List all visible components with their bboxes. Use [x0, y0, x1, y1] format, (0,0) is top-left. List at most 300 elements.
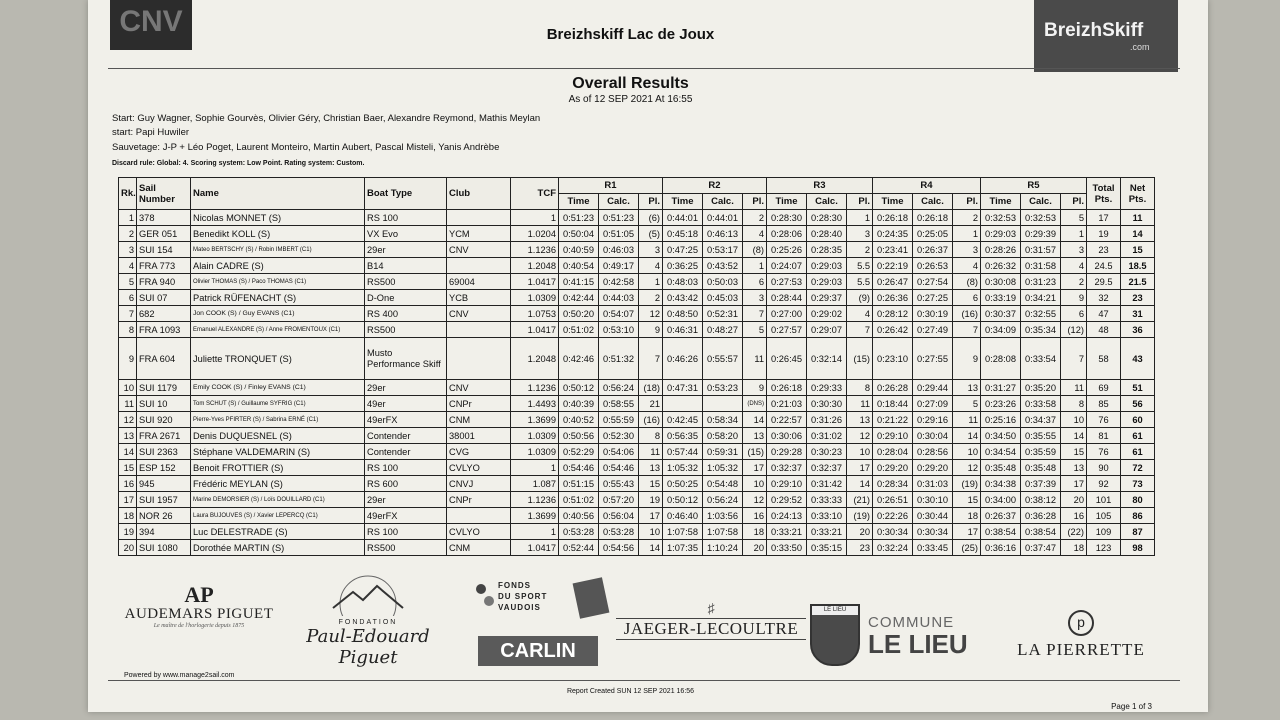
race-4-place-cell: (16): [953, 306, 981, 322]
net-points-cell: 14: [1121, 226, 1155, 242]
start-officials: Start: Guy Wagner, Sophie Gourvès, Olivier Géry, Christian Baer, Alexandre Reymond, Mathis Meylan: [112, 113, 541, 124]
race-5-time-cell: 0:34:38: [981, 476, 1021, 492]
race-1-time-cell: 0:40:54: [559, 258, 599, 274]
results-body: [119, 210, 1155, 556]
race-2-time-cell: 0:50:25: [663, 476, 703, 492]
total-points-cell: 17: [1087, 210, 1121, 226]
col-race-5: R5: [981, 178, 1087, 194]
race-2-place-cell: 4: [743, 226, 767, 242]
race-5-time-cell: 0:30:08: [981, 274, 1021, 290]
boat-type-cell: RS500: [365, 322, 447, 338]
col-rank: Rk.: [119, 178, 137, 210]
race-4-calc-cell: 0:28:56: [913, 444, 953, 460]
race-4-place-cell: 13: [953, 380, 981, 396]
net-points-cell: 21.5: [1121, 274, 1155, 290]
header-divider: [108, 68, 1180, 69]
commune-line-1: COMMUNE: [868, 614, 955, 631]
race-5-time-cell: 0:31:27: [981, 380, 1021, 396]
race-3-calc-cell: 0:28:35: [807, 242, 847, 258]
club-cell: CNVJ: [447, 476, 511, 492]
race-3-calc-cell: 0:28:40: [807, 226, 847, 242]
race-3-place-cell: 2: [847, 242, 873, 258]
rank-cell: 16: [119, 476, 137, 492]
race-3-calc-cell: 0:33:21: [807, 524, 847, 540]
race-2-time-cell: 0:46:31: [663, 322, 703, 338]
race-5-time-cell: 0:30:37: [981, 306, 1021, 322]
race-1-calc-cell: 0:51:23: [599, 210, 639, 226]
race-1-place-cell: 17: [639, 508, 663, 524]
boat-type-cell: RS 400: [365, 306, 447, 322]
race-1-place-cell: 12: [639, 306, 663, 322]
tcf-cell: 1.3699: [511, 508, 559, 524]
table-row: [119, 476, 1155, 492]
race-5-calc-cell: 0:38:12: [1021, 492, 1061, 508]
net-points-cell: 56: [1121, 396, 1155, 412]
race-4-calc-cell: 0:26:53: [913, 258, 953, 274]
race-1-calc-cell: 0:55:43: [599, 476, 639, 492]
race-3-calc-cell: 0:33:10: [807, 508, 847, 524]
boat-type-cell: RS 100: [365, 460, 447, 476]
race-2-calc-cell: 0:44:01: [703, 210, 743, 226]
net-points-cell: 18.5: [1121, 258, 1155, 274]
fondation-name: Paul-Edouard Piguet: [306, 626, 430, 668]
total-points-cell: 29.5: [1087, 274, 1121, 290]
race-4-place-cell: 7: [953, 322, 981, 338]
sail-number-cell: SUI 1957: [137, 492, 191, 508]
sail-number-cell: ESP 152: [137, 460, 191, 476]
race-2-place-cell: 10: [743, 476, 767, 492]
race-2-place-cell: 5: [743, 322, 767, 338]
tcf-cell: 1.1236: [511, 492, 559, 508]
race-3-time-cell: 0:25:26: [767, 242, 807, 258]
race-1-time-cell: 0:50:12: [559, 380, 599, 396]
tcf-cell: 1.0309: [511, 290, 559, 306]
race-4-time-cell: 0:28:34: [873, 476, 913, 492]
race-3-place-cell: 5.5: [847, 274, 873, 290]
mountain-icon: [313, 574, 423, 616]
race-1-time-cell: 0:51:15: [559, 476, 599, 492]
club-cell: [447, 338, 511, 380]
race-3-calc-cell: 0:30:30: [807, 396, 847, 412]
race-4-time-cell: 0:30:34: [873, 524, 913, 540]
race-1-place-cell: 19: [639, 492, 663, 508]
tcf-cell: 1.4493: [511, 396, 559, 412]
race-2-calc-cell: 0:58:20: [703, 428, 743, 444]
race-1-place-cell: 2: [639, 290, 663, 306]
race-3-time-cell: 0:28:06: [767, 226, 807, 242]
carlin-logo: CARLIN: [478, 636, 598, 666]
boat-type-cell: 29er: [365, 380, 447, 396]
table-row: [119, 380, 1155, 396]
race-2-time-header: Time: [663, 194, 703, 210]
race-2-calc-cell: 1:03:56: [703, 508, 743, 524]
race-5-time-cell: 0:34:50: [981, 428, 1021, 444]
net-points-cell: 87: [1121, 524, 1155, 540]
race-3-time-header: Time: [767, 194, 807, 210]
race-3-time-cell: 0:27:53: [767, 274, 807, 290]
table-row: [119, 258, 1155, 274]
race-5-calc-cell: 0:36:28: [1021, 508, 1061, 524]
race-1-place-cell: (5): [639, 226, 663, 242]
total-points-cell: 76: [1087, 412, 1121, 428]
race-2-place-cell: 9: [743, 380, 767, 396]
race-3-place-cell: 13: [847, 412, 873, 428]
race-5-time-cell: 0:34:09: [981, 322, 1021, 338]
col-name: Name: [191, 178, 365, 210]
race-2-calc-cell: 0:52:31: [703, 306, 743, 322]
race-1-place-cell: 15: [639, 476, 663, 492]
race-1-pl-header: Pl.: [639, 194, 663, 210]
col-race-2: R2: [663, 178, 767, 194]
sail-number-cell: NOR 26: [137, 508, 191, 524]
table-row: [119, 508, 1155, 524]
race-4-place-cell: 11: [953, 412, 981, 428]
race-4-time-cell: 0:26:51: [873, 492, 913, 508]
race-5-calc-header: Calc.: [1021, 194, 1061, 210]
race-3-place-cell: 20: [847, 524, 873, 540]
rank-cell: 17: [119, 492, 137, 508]
race-1-place-cell: 4: [639, 258, 663, 274]
rank-cell: 5: [119, 274, 137, 290]
crest-label: LE LIEU: [812, 606, 858, 615]
rank-cell: 12: [119, 412, 137, 428]
tcf-cell: 1.0417: [511, 540, 559, 556]
club-cell: CNV: [447, 306, 511, 322]
race-3-place-cell: 3: [847, 226, 873, 242]
total-points-cell: 101: [1087, 492, 1121, 508]
boat-type-cell: 29er: [365, 492, 447, 508]
race-4-calc-cell: 0:26:37: [913, 242, 953, 258]
regatta-title: Breizhskiff Lac de Joux: [546, 26, 715, 43]
race-5-calc-cell: 0:31:58: [1021, 258, 1061, 274]
race-4-calc-cell: 0:29:44: [913, 380, 953, 396]
rank-cell: 14: [119, 444, 137, 460]
race-5-calc-cell: 0:35:34: [1021, 322, 1061, 338]
total-points-cell: 81: [1087, 428, 1121, 444]
race-2-calc-cell: [703, 396, 743, 412]
race-3-time-cell: 0:26:18: [767, 380, 807, 396]
race-4-calc-cell: 0:30:04: [913, 428, 953, 444]
race-1-place-cell: 1: [639, 274, 663, 290]
race-1-place-cell: 11: [639, 444, 663, 460]
club-cell: [447, 210, 511, 226]
report-created: Report Created SUN 12 SEP 2021 16:56: [566, 688, 695, 695]
race-3-time-cell: 0:27:00: [767, 306, 807, 322]
total-points-cell: 23: [1087, 242, 1121, 258]
race-5-time-cell: 0:26:32: [981, 258, 1021, 274]
breizhskiff-logo-text: BreizhSkiff: [1044, 20, 1144, 41]
race-4-calc-cell: 0:26:18: [913, 210, 953, 226]
name-cell: Tom SCHUT (S) / Guillaume SYFRIG (C1): [191, 396, 365, 412]
net-points-cell: 61: [1121, 444, 1155, 460]
race-3-time-cell: 0:28:44: [767, 290, 807, 306]
tcf-cell: 1.0204: [511, 226, 559, 242]
race-2-calc-cell: 0:58:34: [703, 412, 743, 428]
race-3-time-cell: 0:32:37: [767, 460, 807, 476]
fonds-line-2: DU SPORT: [498, 592, 548, 601]
race-2-time-cell: 1:05:32: [663, 460, 703, 476]
race-3-place-cell: 4: [847, 306, 873, 322]
race-1-calc-cell: 0:56:04: [599, 508, 639, 524]
tcf-cell: 1.3699: [511, 412, 559, 428]
race-5-calc-cell: 0:38:54: [1021, 524, 1061, 540]
race-4-place-cell: (8): [953, 274, 981, 290]
race-3-place-cell: 8: [847, 380, 873, 396]
race-2-calc-cell: 0:43:52: [703, 258, 743, 274]
net-points-cell: 31: [1121, 306, 1155, 322]
la-pierrette-logo: [1006, 610, 1156, 660]
race-3-time-cell: 0:30:06: [767, 428, 807, 444]
net-points-cell: 15: [1121, 242, 1155, 258]
ap-tagline: Le maître de l'horlogerie depuis 1875: [153, 623, 245, 629]
club-cell: [447, 322, 511, 338]
race-4-calc-cell: 0:27:09: [913, 396, 953, 412]
race-2-calc-cell: 0:54:48: [703, 476, 743, 492]
col-total-points: Total Pts.: [1087, 178, 1121, 210]
rank-cell: 9: [119, 338, 137, 380]
race-1-time-header: Time: [559, 194, 599, 210]
commune-line-2: LE LIEU: [868, 629, 968, 659]
race-1-place-cell: 21: [639, 396, 663, 412]
race-5-calc-cell: 0:34:37: [1021, 412, 1061, 428]
race-4-calc-cell: 0:31:03: [913, 476, 953, 492]
race-2-time-cell: 0:46:26: [663, 338, 703, 380]
race-1-calc-cell: 0:49:17: [599, 258, 639, 274]
race-5-place-cell: 5: [1061, 210, 1087, 226]
table-row: [119, 322, 1155, 338]
tcf-cell: 1: [511, 460, 559, 476]
race-1-calc-cell: 0:51:32: [599, 338, 639, 380]
tcf-cell: 1.2048: [511, 338, 559, 380]
total-points-cell: 47: [1087, 306, 1121, 322]
race-1-calc-cell: 0:58:55: [599, 396, 639, 412]
col-race-3: R3: [767, 178, 873, 194]
race-5-place-cell: 11: [1061, 380, 1087, 396]
tcf-cell: 1.087: [511, 476, 559, 492]
race-5-calc-cell: 0:33:54: [1021, 338, 1061, 380]
race-4-time-header: Time: [873, 194, 913, 210]
table-row: [119, 338, 1155, 380]
race-2-time-cell: 0:42:45: [663, 412, 703, 428]
breizhskiff-logo-sub: .com: [1130, 42, 1150, 52]
boat-type-cell: D-One: [365, 290, 447, 306]
race-2-calc-header: Calc.: [703, 194, 743, 210]
boat-type-cell: RS 600: [365, 476, 447, 492]
race-5-calc-cell: 0:37:39: [1021, 476, 1061, 492]
race-4-time-cell: 0:28:04: [873, 444, 913, 460]
race-3-time-cell: 0:29:52: [767, 492, 807, 508]
race-5-place-cell: 6: [1061, 306, 1087, 322]
boat-type-cell: RS 100: [365, 210, 447, 226]
name-cell: Olivier THOMAS (S) / Paco THOMAS (C1): [191, 274, 365, 290]
net-points-cell: 43: [1121, 338, 1155, 380]
net-points-cell: 80: [1121, 492, 1155, 508]
race-4-place-cell: 18: [953, 508, 981, 524]
race-2-place-cell: 11: [743, 338, 767, 380]
col-net-points: Net Pts.: [1121, 178, 1155, 210]
race-4-place-cell: 4: [953, 258, 981, 274]
race-2-calc-cell: 0:45:03: [703, 290, 743, 306]
jlc-mark-icon: ♯: [707, 602, 715, 617]
boat-type-cell: 49erFX: [365, 412, 447, 428]
race-5-place-cell: 16: [1061, 508, 1087, 524]
table-row: [119, 396, 1155, 412]
name-cell: Denis DUQUESNEL (S): [191, 428, 365, 444]
total-points-cell: 32: [1087, 290, 1121, 306]
net-points-cell: 11: [1121, 210, 1155, 226]
race-3-time-cell: 0:27:57: [767, 322, 807, 338]
boat-type-cell: Musto Performance Skiff: [365, 338, 447, 380]
race-4-place-cell: (19): [953, 476, 981, 492]
race-4-calc-cell: 0:30:10: [913, 492, 953, 508]
race-2-calc-cell: 0:48:27: [703, 322, 743, 338]
race-3-time-cell: 0:28:30: [767, 210, 807, 226]
total-points-cell: 24.5: [1087, 258, 1121, 274]
club-cell: CVG: [447, 444, 511, 460]
race-1-place-cell: 10: [639, 524, 663, 540]
race-5-place-cell: 20: [1061, 492, 1087, 508]
results-sheet: [88, 0, 1208, 712]
net-points-cell: 73: [1121, 476, 1155, 492]
race-4-place-cell: 15: [953, 492, 981, 508]
race-4-time-cell: 0:18:44: [873, 396, 913, 412]
tcf-cell: 1.1236: [511, 380, 559, 396]
race-2-place-cell: 20: [743, 540, 767, 556]
name-cell: Patrick RÜFENACHT (S): [191, 290, 365, 306]
name-cell: Luc DELESTRADE (S): [191, 524, 365, 540]
race-5-place-cell: 14: [1061, 428, 1087, 444]
club-cell: 38001: [447, 428, 511, 444]
race-2-place-cell: 16: [743, 508, 767, 524]
sail-number-cell: FRA 604: [137, 338, 191, 380]
jaeger-lecoultre-logo: [616, 602, 806, 640]
race-3-place-cell: (19): [847, 508, 873, 524]
table-row: [119, 210, 1155, 226]
race-5-place-cell: 10: [1061, 412, 1087, 428]
name-cell: Stéphane VALDEMARIN (S): [191, 444, 365, 460]
race-4-calc-header: Calc.: [913, 194, 953, 210]
dot-icon: [476, 584, 486, 594]
breizhskiff-logo: [1034, 0, 1178, 72]
table-row: [119, 290, 1155, 306]
race-5-place-cell: 2: [1061, 274, 1087, 290]
name-cell: Marine DEMORSIER (S) / Loïs DOUILLARD (C1): [191, 492, 365, 508]
race-4-time-cell: 0:26:47: [873, 274, 913, 290]
club-cell: 69004: [447, 274, 511, 290]
boat-type-cell: 29er: [365, 242, 447, 258]
race-3-calc-cell: 0:33:33: [807, 492, 847, 508]
race-4-calc-cell: 0:29:20: [913, 460, 953, 476]
race-3-place-cell: (21): [847, 492, 873, 508]
race-2-place-cell: 13: [743, 428, 767, 444]
race-1-place-cell: (16): [639, 412, 663, 428]
table-row: [119, 540, 1155, 556]
race-3-calc-cell: 0:35:15: [807, 540, 847, 556]
race-2-time-cell: 0:44:01: [663, 210, 703, 226]
race-5-time-cell: 0:28:26: [981, 242, 1021, 258]
race-1-time-cell: 0:50:20: [559, 306, 599, 322]
race-4-calc-cell: 0:27:25: [913, 290, 953, 306]
tcf-cell: 1.0309: [511, 444, 559, 460]
col-race-4: R4: [873, 178, 981, 194]
race-1-time-cell: 0:41:15: [559, 274, 599, 290]
ap-mark: AP: [184, 582, 214, 607]
table-row: [119, 412, 1155, 428]
pierrette-mark-icon: p: [1068, 610, 1094, 636]
race-4-time-cell: 0:26:36: [873, 290, 913, 306]
tcf-cell: 1.0417: [511, 322, 559, 338]
race-4-calc-cell: 0:27:49: [913, 322, 953, 338]
race-5-time-cell: 0:32:53: [981, 210, 1021, 226]
race-2-place-cell: (DNS): [743, 396, 767, 412]
race-1-time-cell: 0:42:44: [559, 290, 599, 306]
rescue-team: Sauvetage: J-P + Léo Poget, Laurent Monteiro, Martin Aubert, Pascal Misteli, Yanis Andrèbe: [112, 142, 500, 153]
jlc-name: JAEGER-LECOULTRE: [616, 618, 806, 640]
race-4-calc-cell: 0:33:45: [913, 540, 953, 556]
race-4-calc-cell: 0:27:55: [913, 338, 953, 380]
name-cell: Benedikt KOLL (S): [191, 226, 365, 242]
race-5-place-cell: (22): [1061, 524, 1087, 540]
race-2-time-cell: 1:07:58: [663, 524, 703, 540]
race-1-calc-cell: 0:53:10: [599, 322, 639, 338]
race-5-calc-cell: 0:35:59: [1021, 444, 1061, 460]
race-4-calc-cell: 0:25:05: [913, 226, 953, 242]
race-5-time-cell: 0:29:03: [981, 226, 1021, 242]
race-5-time-cell: 0:35:48: [981, 460, 1021, 476]
tcf-cell: 1.1236: [511, 242, 559, 258]
net-points-cell: 51: [1121, 380, 1155, 396]
sail-number-cell: 394: [137, 524, 191, 540]
race-2-calc-cell: 0:59:31: [703, 444, 743, 460]
table-row: [119, 306, 1155, 322]
race-5-pl-header: Pl.: [1061, 194, 1087, 210]
race-1-time-cell: 0:50:04: [559, 226, 599, 242]
race-4-calc-cell: 0:27:54: [913, 274, 953, 290]
sail-number-cell: 378: [137, 210, 191, 226]
net-points-cell: 86: [1121, 508, 1155, 524]
race-5-time-cell: 0:36:16: [981, 540, 1021, 556]
tcf-cell: 1.0753: [511, 306, 559, 322]
discard-rule: Discard rule: Global: 4. Scoring system: Low Point. Rating system: Custom.: [112, 160, 365, 167]
race-3-calc-cell: 0:29:37: [807, 290, 847, 306]
race-2-time-cell: [663, 396, 703, 412]
sail-number-cell: FRA 2671: [137, 428, 191, 444]
race-5-time-cell: 0:34:54: [981, 444, 1021, 460]
race-5-calc-cell: 0:31:23: [1021, 274, 1061, 290]
boat-type-cell: RS 100: [365, 524, 447, 540]
as-of-date: As of 12 SEP 2021 At 16:55: [568, 94, 693, 105]
race-5-place-cell: 3: [1061, 242, 1087, 258]
race-5-time-cell: 0:38:54: [981, 524, 1021, 540]
race-5-calc-cell: 0:32:55: [1021, 306, 1061, 322]
table-row: [119, 274, 1155, 290]
race-4-time-cell: 0:26:28: [873, 380, 913, 396]
race-1-time-cell: 0:50:56: [559, 428, 599, 444]
race-4-time-cell: 0:32:24: [873, 540, 913, 556]
race-3-place-cell: 5.5: [847, 258, 873, 274]
race-4-place-cell: 3: [953, 242, 981, 258]
fondation-label: FONDATION: [338, 619, 398, 626]
sail-number-cell: SUI 2363: [137, 444, 191, 460]
total-points-cell: 58: [1087, 338, 1121, 380]
race-4-time-cell: 0:21:22: [873, 412, 913, 428]
race-2-time-cell: 0:50:12: [663, 492, 703, 508]
rank-cell: 10: [119, 380, 137, 396]
table-row: [119, 492, 1155, 508]
race-4-time-cell: 0:28:12: [873, 306, 913, 322]
race-5-calc-cell: 0:34:21: [1021, 290, 1061, 306]
table-row: [119, 444, 1155, 460]
